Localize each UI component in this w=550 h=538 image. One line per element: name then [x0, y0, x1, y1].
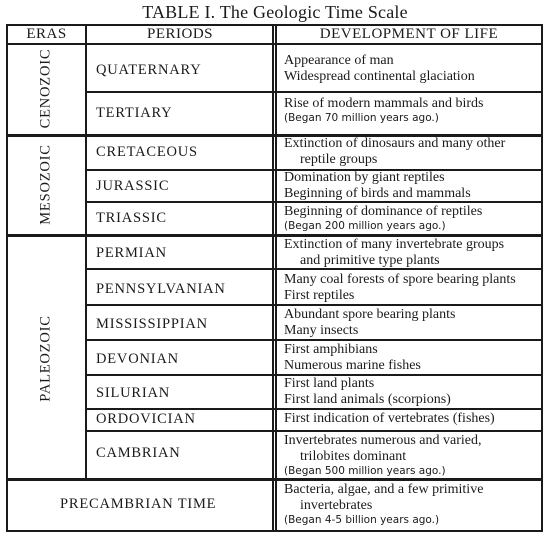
row-rule — [86, 339, 542, 341]
life-silurian — [284, 376, 540, 408]
life-text: invertebrates — [300, 498, 373, 513]
era-mesozoic: MESOZOIC — [37, 144, 54, 225]
life-text: Abundant spore bearing plants — [284, 307, 456, 322]
life-text: First land animals (scorpions) — [284, 392, 451, 407]
period-tertiary: TERTIARY — [96, 105, 173, 121]
precambrian-label: PRECAMBRIAN TIME — [60, 496, 217, 512]
row-rule — [86, 408, 542, 410]
life-text: Invertebrates numerous and varied, — [284, 433, 482, 448]
era-rule-paleozoic — [7, 478, 542, 481]
life-text: Rise of modern mammals and birds — [284, 96, 484, 111]
life-cambrian — [284, 433, 540, 478]
life-text: Domination by giant reptiles — [284, 170, 445, 185]
life-text: reptile groups — [300, 152, 378, 167]
header-periods: PERIODS — [146, 26, 213, 42]
life-text: First indication of vertebrates (fishes) — [284, 411, 495, 426]
header-rule — [7, 43, 542, 45]
life-text: Many coal forests of spore bearing plants — [284, 272, 516, 287]
life-quaternary — [284, 53, 540, 85]
header-eras: ERAS — [26, 26, 67, 42]
began-note: (Began 200 million years ago.) — [284, 220, 446, 232]
era-paleozoic: PALEOZOIC — [37, 315, 54, 402]
period-quaternary: QUATERNARY — [96, 62, 202, 78]
table-title: TABLE I. The Geologic Time Scale — [142, 2, 408, 22]
life-tertiary — [284, 96, 540, 125]
column-rule-eras — [85, 25, 87, 480]
period-ordovician: ORDOVICIAN — [96, 411, 196, 427]
life-ordovician — [284, 411, 540, 427]
row-rule — [86, 304, 542, 306]
life-text: Appearance of man — [284, 53, 394, 68]
life-text: Widespread continental glaciation — [284, 69, 475, 84]
life-text: and primitive type plants — [300, 253, 440, 268]
period-cambrian: CAMBRIAN — [96, 445, 181, 461]
life-cretaceous — [284, 136, 540, 168]
period-devonian: DEVONIAN — [96, 351, 179, 367]
life-text: trilobites dominant — [300, 449, 407, 464]
life-text: Bacteria, algae, and a few primitive — [284, 482, 484, 497]
period-cretaceous: CRETACEOUS — [96, 144, 198, 160]
life-text: First land plants — [284, 376, 375, 391]
life-devonian — [284, 342, 540, 374]
era-cenozoic: CENOZOIC — [37, 48, 54, 129]
life-pennsylvanian — [284, 272, 540, 304]
life-mississippian — [284, 307, 540, 339]
life-precambrian — [284, 482, 540, 527]
period-jurassic: JURASSIC — [96, 178, 170, 194]
life-jurassic — [284, 170, 540, 202]
column-rule-periods-inner — [275, 25, 277, 531]
period-silurian: SILURIAN — [96, 385, 171, 401]
period-triassic: TRIASSIC — [96, 210, 167, 226]
life-text: Beginning of dominance of reptiles — [284, 204, 483, 219]
period-pennsylvanian: PENNSYLVANIAN — [96, 281, 226, 297]
began-note: (Began 70 million years ago.) — [284, 112, 439, 124]
began-note: (Began 500 million years ago.) — [284, 465, 446, 477]
life-text: Extinction of dinosaurs and many other — [284, 136, 506, 151]
period-permian: PERMIAN — [96, 245, 167, 261]
life-permian — [284, 237, 540, 269]
period-mississippian: MISSISSIPPIAN — [96, 316, 208, 332]
life-text: Beginning of birds and mammals — [284, 186, 471, 201]
row-rule — [86, 91, 542, 93]
row-rule — [86, 430, 542, 432]
life-text: First amphibians — [284, 342, 378, 357]
header-life: DEVELOPMENT OF LIFE — [319, 26, 499, 42]
life-text: Many insects — [284, 323, 359, 338]
life-text: Numerous marine fishes — [284, 358, 421, 373]
began-note: (Began 4-5 billion years ago.) — [284, 514, 440, 526]
life-text: Extinction of many invertebrate groups — [284, 237, 505, 252]
life-triassic — [284, 204, 540, 233]
life-text: First reptiles — [284, 288, 355, 303]
column-rule-periods — [272, 25, 274, 531]
